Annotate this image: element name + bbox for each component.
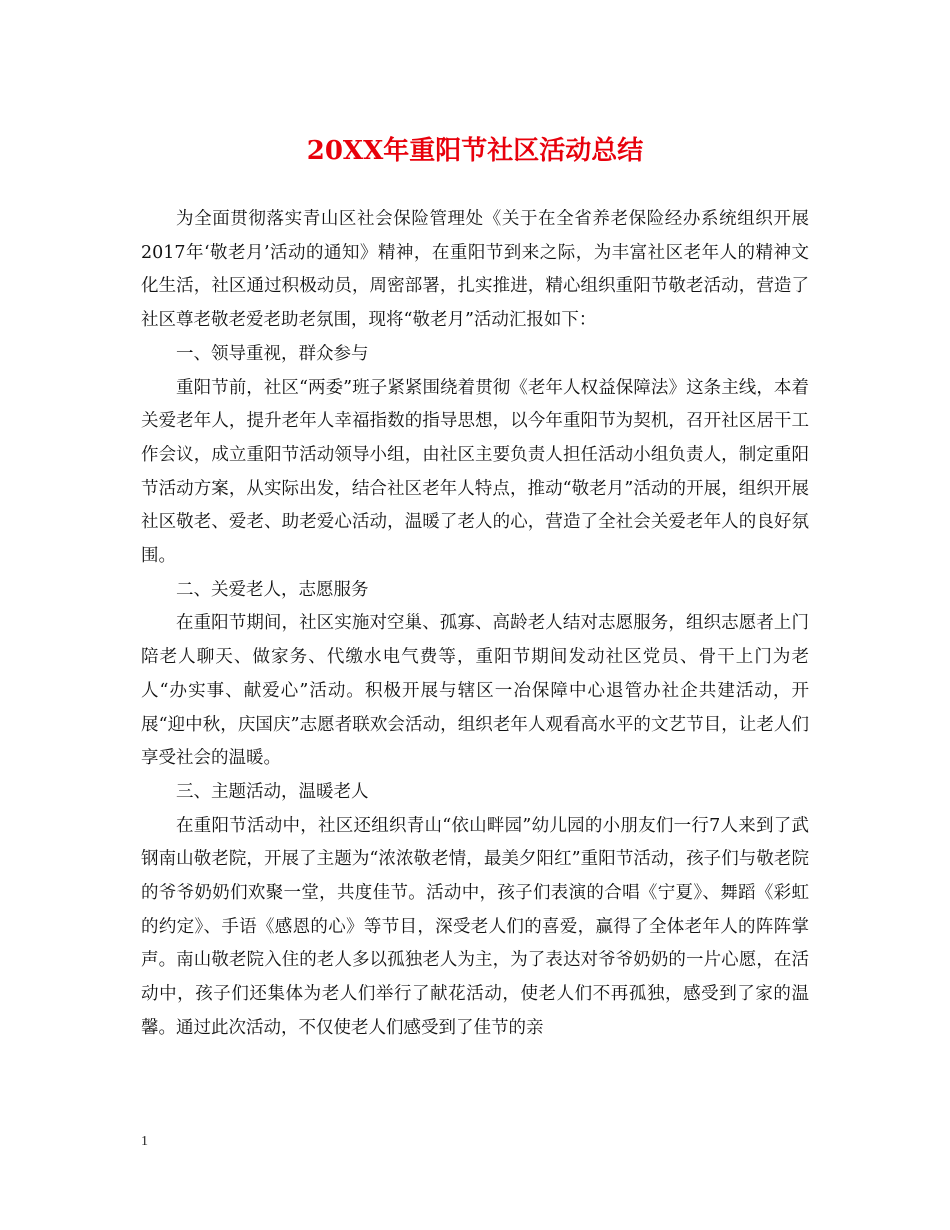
intro-paragraph: 为全面贯彻落实青山区社会保险管理处《关于在全省养老保险经办系统组织开展2017年‘敬老月’活动的通知》精神，在重阳节到来之际，为丰富社区老年人的精神文化生活，社区通过积极动员，周密部署，扎实推进，精心组织重阳节敬老活动，营造了社区尊老敬老爱老助老氛围，现将“敬老月”活动汇报如下： [141, 209, 809, 331]
section-3-paragraph: 在重阳节活动中，社区还组织青山“依山畔园”幼儿园的小朋友们一行7人来到了武钢南山敬老院，开展了主题为“浓浓敬老情，最美夕阳红”重阳节活动，孩子们与敬老院的爷爷奶奶们欢聚一堂，共度佳节。活动中，孩子们表演的合唱《宁夏》、舞蹈《彩虹的约定》、手语《感恩的心》等节目，深受老人们的喜爱，赢得了全体老年人的阵阵掌声。南山敬老院入住的老人多以孤独老人为主，为了表达对爷爷奶奶的一片心愿，在活动中，孩子们还集体为老人们举行了献花活动，使老人们不再孤独，感受到了家的温馨。通过此次活动，不仅使老人们感受到了佳节的亲 [141, 815, 809, 1038]
document-body [141, 203, 809, 1046]
section-heading-1: 一、领导重视，群众参与 [176, 343, 369, 364]
section-heading-2: 二、关爱老人，志愿服务 [176, 579, 369, 600]
document-title: 20XX年重阳节社区活动总结 [306, 136, 644, 166]
page-number: 1 [141, 1134, 148, 1149]
section-1-paragraph: 重阳节前，社区“两委”班子紧紧围绕着贯彻《老年人权益保障法》这条主线，本着关爱老年人，提升老年人幸福指数的指导思想，以今年重阳节为契机，召开社区居干工作会议，成立重阳节活动领导小组，由社区主要负责人担任活动小组负责人，制定重阳节活动方案，从实际出发，结合社区老年人特点，推动“敬老月”活动的开展，组织开展社区敬老、爱老、助老爱心活动，温暖了老人的心，营造了全社会关爱老年人的良好氛围。 [141, 377, 809, 567]
section-heading-3: 三、主题活动，温暖老人 [176, 781, 369, 802]
section-2-paragraph: 在重阳节期间，社区实施对空巢、孤寡、高龄老人结对志愿服务，组织志愿者上门陪老人聊天、做家务、代缴水电气费等，重阳节期间发动社区党员、骨干上门为老人“办实事、献爱心”活动。积极开展与辖区一冶保障中心退管办社企共建活动，开展“迎中秋，庆国庆”志愿者联欢会活动，组织老年人观看高水平的文艺节目，让老人们享受社会的温暖。 [141, 613, 809, 769]
